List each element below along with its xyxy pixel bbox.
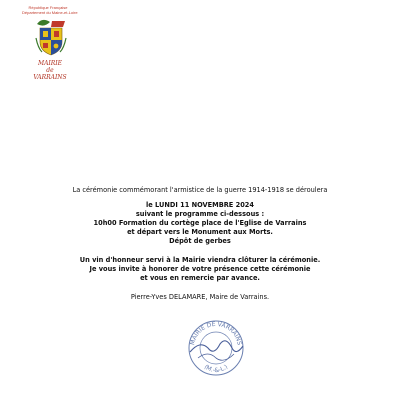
depart-line-text: et départ vers le Monument aux Morts. (127, 228, 273, 236)
remercie-text: et vous en remercie par avance. (140, 274, 260, 282)
mairie-stamp-icon (186, 318, 246, 376)
invite-text: Je vous invite à honorer de votre présence cette cérémonie (89, 265, 311, 273)
signature-text: Pierre-Yves DELAMARE, Maire de Varrains. (130, 293, 270, 301)
mairie-logo-line1: MAIRIE (37, 60, 63, 67)
coat-of-arms-icon (34, 18, 68, 56)
stamp-bottom-text: (M.-&-L.) (202, 363, 230, 375)
header-republique: République Française (28, 5, 68, 10)
depot-text: Dépôt de gerbes (169, 237, 231, 245)
mairie-logo-text (30, 60, 70, 81)
time-line-text: 10h00 Formation du cortège place de l'Eglise de Varrains (93, 219, 307, 227)
vin-honneur-text: Un vin d'honneur servi à la Mairie viendra clôturer la cérémonie. (79, 256, 321, 264)
stamp-top-text: MAIRIE DE VARRAINS (189, 320, 243, 346)
header-departement: Département du Maine-et-Loire (22, 10, 78, 15)
intro-text: La cérémonie commémorant l'armistice de la guerre 1914-1918 se déroulera (72, 186, 328, 194)
date-text: le LUNDI 11 NOVEMBRE 2024 (146, 201, 254, 209)
mairie-logo-line3: VARRAINS (33, 74, 67, 81)
mairie-logo-line2: de (46, 67, 54, 74)
programme-text: suivant le programme ci-dessous : (135, 210, 265, 218)
